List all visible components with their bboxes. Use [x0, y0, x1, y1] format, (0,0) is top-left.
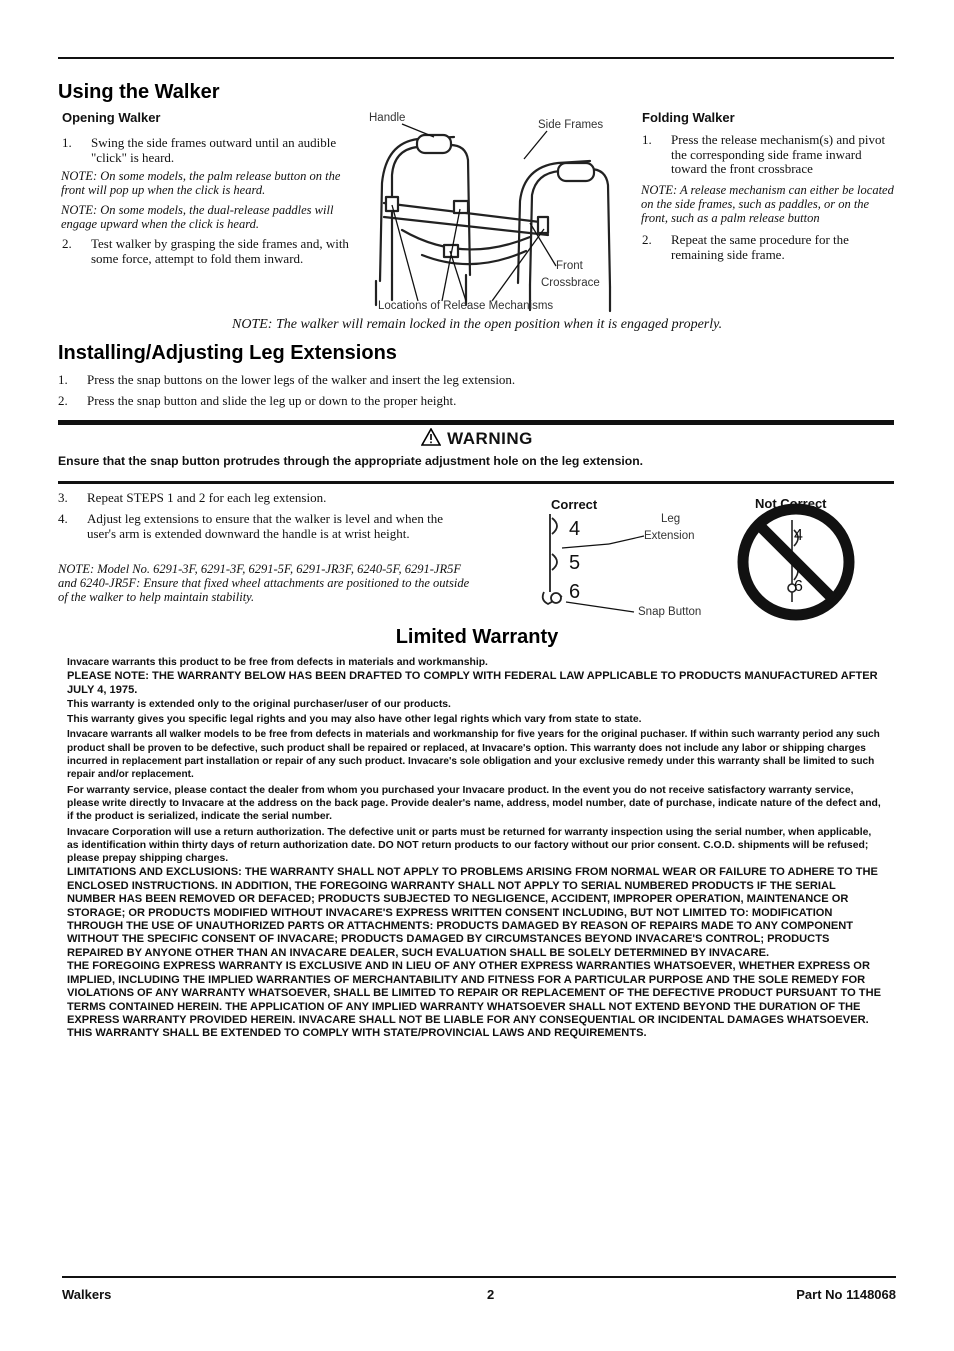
warranty-paragraph: THIS WARRANTY SHALL BE EXTENDED TO COMPLY WITH STATE/PROVINCIAL LAWS AND REQUIREMENTS. [67, 1027, 647, 1040]
warranty-paragraph: Invacare warrants this product to be free from defects in materials and workmanship. [67, 657, 488, 668]
step-text: Press the snap buttons on the lower legs of the walker and insert the leg extension. [87, 372, 516, 387]
warning-text: Ensure that the snap button protrudes through the appropriate adjustment hole on the leg extension. [58, 454, 644, 468]
label-correct: Correct [551, 497, 598, 512]
step-text: Repeat STEPS 1 and 2 for each leg extension. [87, 490, 327, 505]
step-text: Adjust leg extensions to ensure that the walker is level and when the user's arm is extended downward the handle is at wrist height. [87, 511, 443, 541]
label-extension: Extension [644, 530, 695, 542]
footer-left: Walkers [62, 1287, 112, 1302]
label-release-mechanisms: Locations of Release Mechanisms [378, 300, 554, 312]
warranty-paragraph: This warranty is extended only to the original purchaser/user of our products. [67, 698, 451, 710]
top-rule [58, 57, 894, 59]
label-side-frames: Side Frames [538, 119, 604, 131]
step-number: 1. [62, 135, 72, 150]
label-front: Front [556, 260, 583, 272]
walker-diagram [362, 105, 634, 317]
hole-number-4-incorrect: 4 [794, 527, 803, 544]
step-text: Test walker by grasping the side frames and, with some force, attempt to fold them inward. [91, 236, 349, 266]
step-number: 4. [58, 511, 68, 526]
section-title-using-walker: Using the Walker [58, 81, 220, 103]
step-number: 2. [642, 232, 652, 247]
warranty-paragraph: PLEASE NOTE: THE WARRANTY BELOW HAS BEEN DRAFTED TO COMPLY WITH FEDERAL LAW APPLICABLE TO PRODUCTS MANUFACTURED AFTER JULY 4, 1975. [67, 670, 878, 696]
hole-number-6-incorrect: 6 [794, 578, 803, 595]
step-number: 1. [642, 132, 652, 147]
label-snap-button: Snap Button [638, 606, 702, 618]
note-fixed-wheel: NOTE: Model No. 6291-3F, 6291-3F, 6291-5F, 6291-JR3F, 6240-5F, 6291-JR5F and 6240-JR5F: Ensure that fixed wheel attachments are positioned to the outside of the walker to help maintain stability. [58, 562, 470, 604]
step-text: Press the snap button and slide the leg up or down to the proper height. [87, 393, 457, 408]
step-text: Press the release mechanism(s) and pivot the corresponding side frame inward toward the front crossbrace [671, 132, 886, 176]
warranty-paragraph: THE FOREGOING EXPRESS WARRANTY IS EXCLUSIVE AND IN LIEU OF ANY OTHER EXPRESS WARRANTIES WHATSOEVER, WHETHER EXPRESS OR IMPLIED, INCLUDING THE IMPLIED WARRANTIES OF MERCHANTABILITY AND FITNESS FOR A PARTICULAR PURPOSE AND THE SOLE REMEDY FOR VIOLATIONS OF ANY WARRANTY WHATSOEVER, SHALL BE LIMITED TO REPAIR OR REPLACEMENT OF THE DEFECTIVE PRODUCT PURSUANT TO THE TERMS CONTAINED HEREIN. THE APPLICATION OF ANY IMPLIED WARRANTY WHATSOEVER SHALL NOT EXTEND BEYOND THE DURATION OF THE EXPRESS WARRANTY PROVIDED HEREIN. INVACARE SHALL NOT BE LIABLE FOR ANY CONSEQUENTIAL OR INCIDENTAL DAMAGES WHATSOEVER. [67, 960, 881, 1026]
note-palm-release: NOTE: On some models, the palm release button on the front will pop up when the click is heard. [61, 169, 341, 197]
step-text: Repeat the same procedure for the remaining side frame. [671, 232, 849, 262]
label-crossbrace: Crossbrace [541, 277, 600, 289]
opening-walker-heading: Opening Walker [62, 110, 161, 125]
warranty-paragraph: Invacare Corporation will use a return authorization. The defective unit or parts must be returned for warranty inspection using the serial number, when applicable, as identification within thirty days of return authorization date. DO NOT return products to our factory without our prior consent. C.O.D. shipments will be refused; please prepay shipping charges. [67, 826, 872, 865]
step-number: 2. [58, 393, 68, 408]
section-title-limited-warranty: Limited Warranty [395, 626, 559, 648]
label-not-correct: Not Correct [755, 496, 827, 511]
label-leg: Leg [661, 513, 681, 525]
warranty-paragraph: This warranty gives you specific legal rights and you may also have other legal rights which vary from state to state. [67, 714, 642, 726]
hole-number-4: 4 [569, 518, 581, 540]
folding-walker-heading: Folding Walker [642, 110, 735, 125]
footer-rule [62, 1276, 896, 1278]
warranty-paragraph: For warranty service, please contact the dealer from whom you purchased your Invacare product. In the event you do not receive satisfactory warranty service, please write directly to Invacare at the address on the back page. Provide dealer's name, address, model number, date of purchase, indicate nature of the defect and, if the product is serialized, indicate the serial number. [67, 784, 881, 823]
note-locked-position: NOTE: The walker will remain locked in the open position when it is engaged properly. [232, 317, 723, 332]
footer-page-number: 2 [487, 1287, 495, 1302]
label-handle: Handle [369, 112, 406, 124]
warning-header [0, 428, 954, 451]
step-number: 1. [58, 372, 68, 387]
warranty-body [67, 656, 885, 1041]
step-number: 2. [62, 236, 72, 251]
note-dual-release: NOTE: On some models, the dual-release paddles will engage upward when the click is heard. [61, 203, 334, 231]
hole-number-6: 6 [569, 581, 581, 603]
warranty-paragraph: LIMITATIONS AND EXCLUSIONS: THE WARRANTY SHALL NOT APPLY TO PROBLEMS ARISING FROM NORMAL WEAR OR FAILURE TO ADHERE TO THE ENCLOSED INSTRUCTIONS. IN ADDITION, THE FOREGOING WARRANTY SHALL NOT APPLY TO SERIAL NUMBERED PRODUCTS IF THE SERIAL NUMBER HAS BEEN REMOVED OR DEFACED; PRODUCTS SUBJECTED TO NEGLIGENCE, ACCIDENT, IMPROPER OPERATION, MAINTENANCE OR STORAGE; OR PRODUCTS MODIFIED WITHOUT INVACARE'S EXPRESS WRITTEN CONSENT INCLUDING, BUT NOT LIMITED TO: MODIFICATION THROUGH THE USE OF UNAUTHORIZED PARTS OR ATTACHMENTS: PRODUCTS DAMAGED BY REASON OF REPAIRS MADE TO ANY COMPONENT WITHOUT THE SPECIFIC CONSENT OF INVACARE; PRODUCTS DAMAGED BY CIRCUMSTANCES BEYOND INVACARE'S CONTROL; PRODUCTS REPAIRED BY ANYONE OTHER THAN AN INVACARE DEALER, SUCH EVALUATION SHALL BE SOLELY DETERMINED BY INVACARE. [67, 866, 878, 959]
note-release-mechanism: NOTE: A release mechanism can either be located on the side frames, such as paddles, or on the front, such as a palm release button [641, 183, 894, 225]
leg-extension-diagram [534, 492, 864, 622]
step-number: 3. [58, 490, 68, 505]
hole-number-5: 5 [569, 552, 581, 574]
section-title-leg-extensions: Installing/Adjusting Leg Extensions [58, 342, 397, 364]
step-text: Swing the side frames outward until an audible "click" is heard. [91, 135, 337, 165]
warranty-paragraph: Invacare warrants all walker models to be free from defects in materials and workmanship for five years for the original puchaser. If within such warranty period any such product shall be proven to be defective, such product shall be repaired or replaced, at Invacare's option. This warranty does not include any labor or shipping charges incurred in replacement part installation or repair of any such product. Invacare's sole obligation and your exclusive remedy under this warranty shall be limited to such repair and/or replacement. [67, 729, 880, 781]
warning-bottom-rule [58, 481, 894, 484]
warning-triangle-icon [421, 428, 441, 451]
warning-title: WARNING [447, 429, 533, 448]
warning-top-rule [58, 420, 894, 425]
footer-part-number: Part No 1148068 [796, 1287, 896, 1302]
